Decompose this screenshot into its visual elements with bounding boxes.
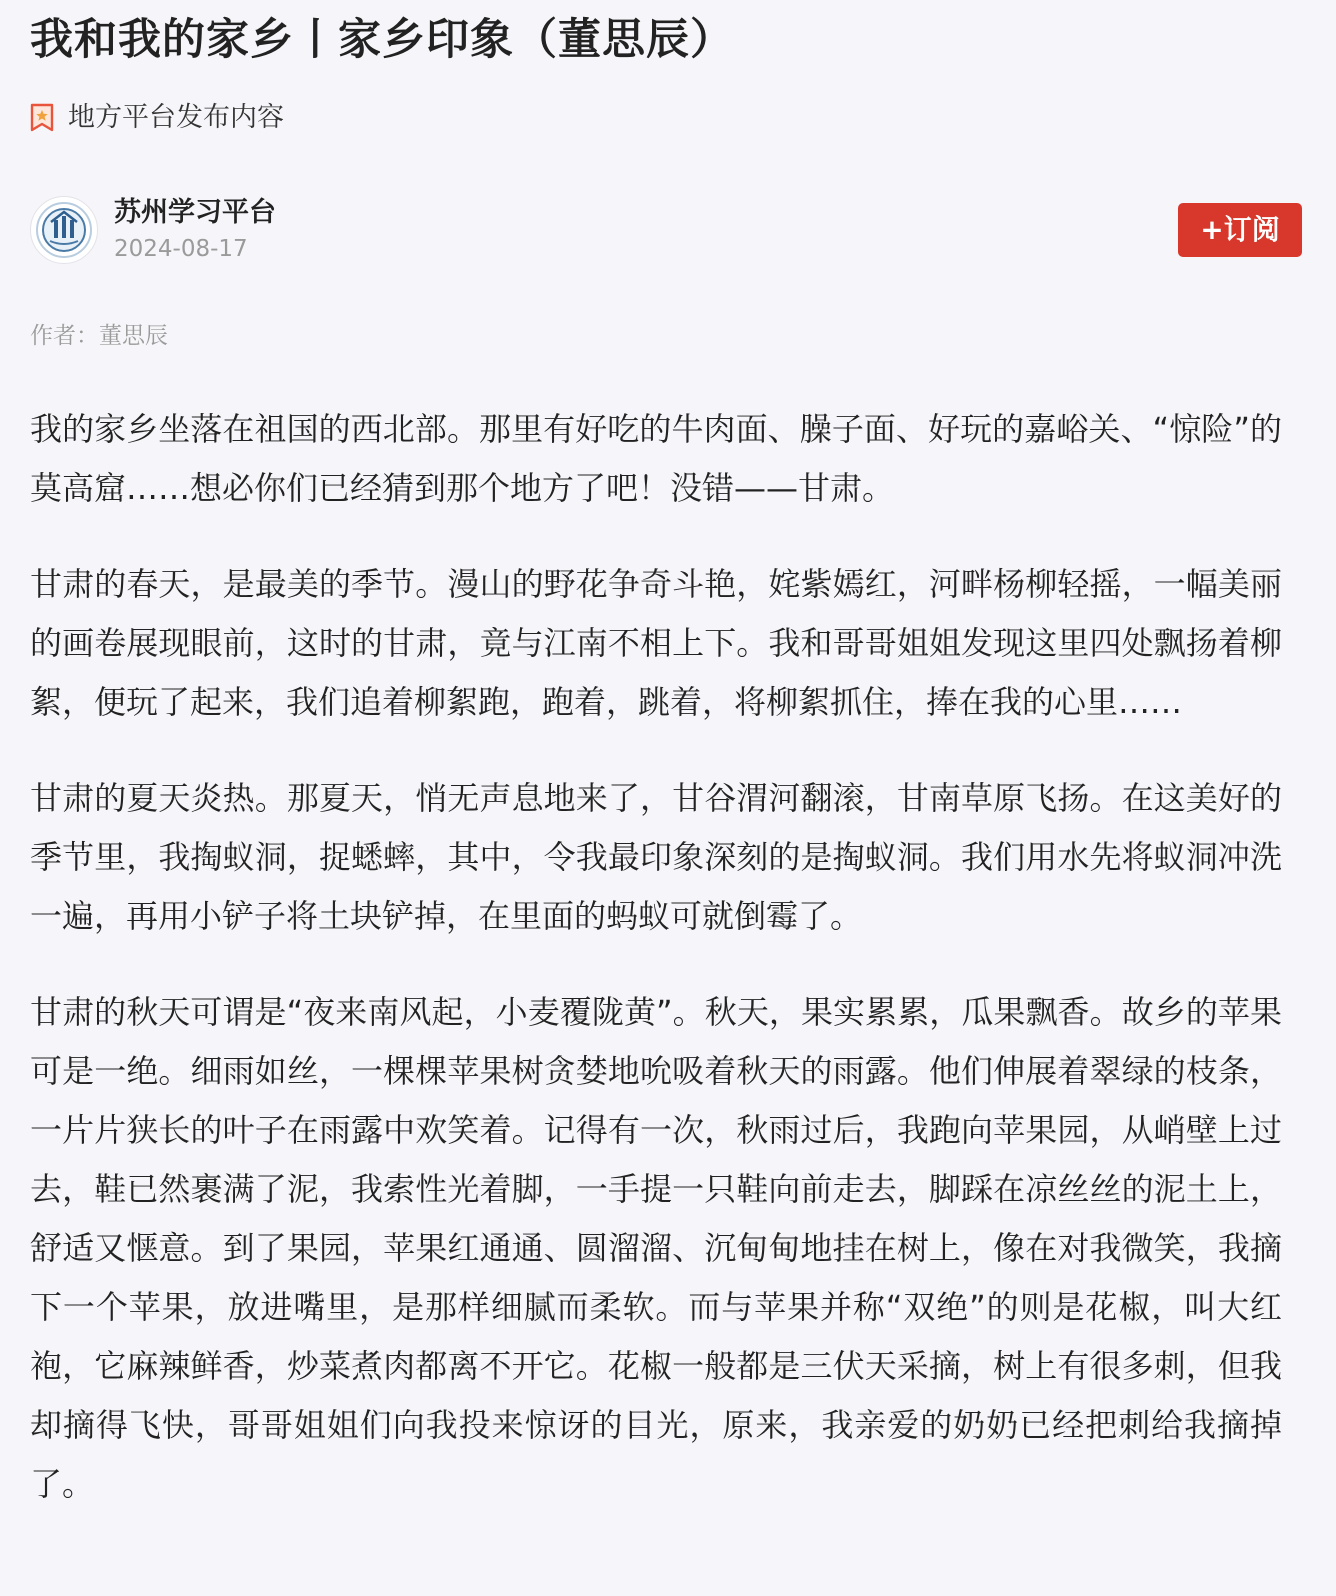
article-title: 我和我的家乡丨家乡印象（董思辰） xyxy=(30,15,734,65)
article-body xyxy=(30,400,1282,1551)
account-name[interactable]: 苏州学习平台 xyxy=(114,197,276,228)
avatar[interactable] xyxy=(30,196,98,264)
paragraph: 我的家乡坐落在祖国的西北部。那里有好吃的牛肉面、臊子面、好玩的嘉峪关、“惊险”的莫高窟……想必你们已经猜到那个地方了吧！没错——甘肃。 xyxy=(30,410,1282,507)
article-byline: 作者：董思辰 xyxy=(30,323,168,349)
scroll-fade xyxy=(0,1552,1336,1596)
source-label-row xyxy=(30,98,284,138)
publish-date: 2024-08-17 xyxy=(114,236,248,262)
paragraph: 甘肃的秋天可谓是“夜来南风起，小麦覆陇黄”。秋天，果实累累，瓜果飘香。故乡的苹果可是一绝。细雨如丝，一棵棵苹果树贪婪地吮吸着秋天的雨露。他们伸展着翠绿的枝条，一片片狭长的叶子在雨露中欢笑着。记得有一次，秋雨过后，我跑向苹果园，从峭壁上过去，鞋已然裹满了泥，我索性光着脚，一手提一只鞋向前走去，脚踩在凉丝丝的泥土上，舒适又惬意。到了果园，苹果红通通、圆溜溜、沉甸甸地挂在树上，像在对我微笑，我摘下一个苹果，放进嘴里，是那样细腻而柔软。而与苹果并称“双绝”的则是花椒，叫大红袍，它麻辣鲜香，炒菜煮肉都离不开它。花椒一般都是三伏天采摘，树上有很多刺，但我却摘得飞快，哥哥姐姐们向我投来惊讶的目光，原来，我亲爱的奶奶已经把刺给我摘掉了。 xyxy=(30,993,1282,1503)
paragraph: 甘肃的夏天炎热。那夏天，悄无声息地来了，甘谷渭河翻滚，甘南草原飞扬。在这美好的季节里，我掏蚁洞，捉蟋蟀，其中，令我最印象深刻的是掏蚁洞。我们用水先将蚁洞冲洗一遍，再用小铲子将土块铲掉，在里面的蚂蚁可就倒霉了。 xyxy=(30,779,1282,935)
suzhou-platform-logo-icon xyxy=(34,200,94,260)
local-platform-badge-icon xyxy=(30,103,54,133)
subscribe-button[interactable]: +订阅 xyxy=(1178,203,1302,257)
paragraph: 甘肃的春天，是最美的季节。漫山的野花争奇斗艳，姹紫嫣红，河畔杨柳轻摇，一幅美丽的画卷展现眼前，这时的甘肃，竟与江南不相上下。我和哥哥姐姐发现这里四处飘扬着柳絮，便玩了起来，我们追着柳絮跑，跑着，跳着，将柳絮抓住，捧在我的心里…… xyxy=(30,565,1282,721)
author-row xyxy=(30,194,1302,266)
source-label: 地方平台发布内容 xyxy=(68,102,284,133)
